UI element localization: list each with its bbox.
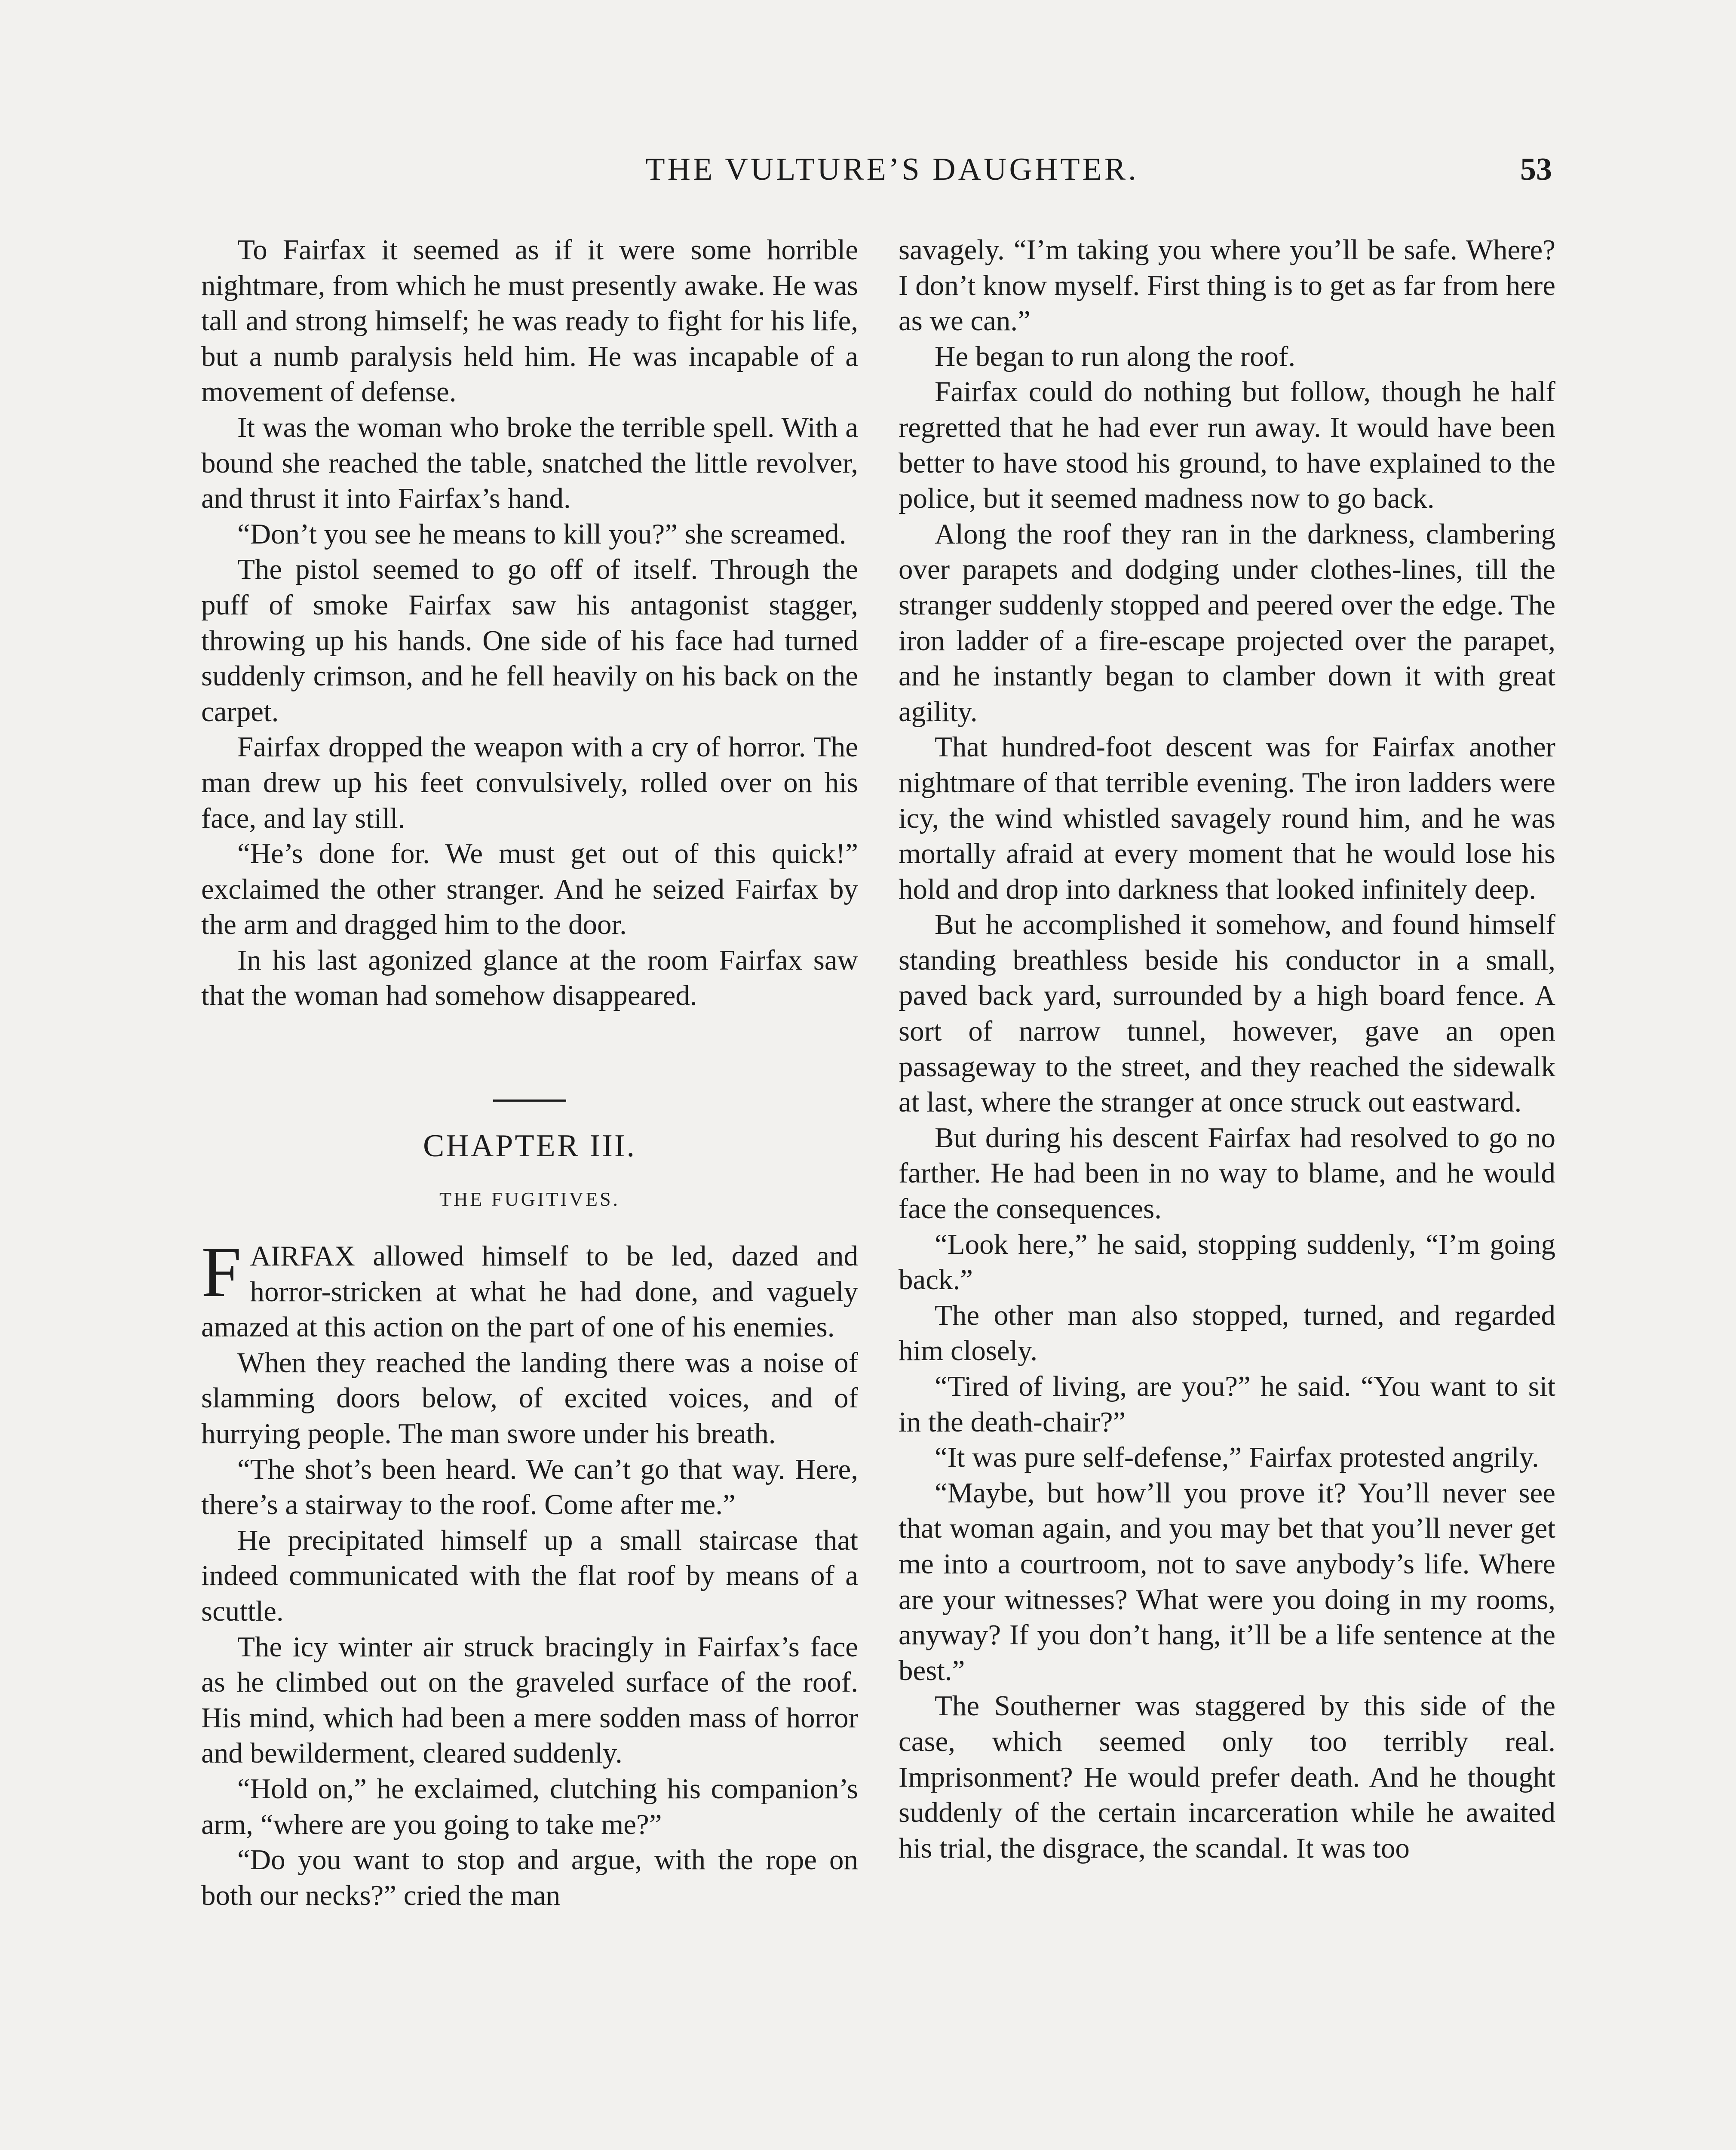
right-column — [899, 232, 1555, 1866]
paragraph: “Don’t you see he means to kill you?” she screamed. — [237, 518, 847, 550]
left-column — [201, 232, 858, 1913]
paragraph: “Maybe, but how’ll you prove it? You’ll never see that woman again, and you may bet that you’ll never get me into a courtroom, not to save anybody’s life. Where are your witnesses? What were you doing in my rooms, anyway? If you don’t hang, it’ll be a life sentence at the best.” — [899, 1477, 1555, 1686]
paragraph: In his last agonized glance at the room Fairfax saw that the woman had somehow disappeared. — [201, 944, 858, 1012]
paragraph: “Look here,” he said, stopping suddenly, “I’m going back.” — [899, 1228, 1555, 1296]
running-head-title: THE VULTURE’S DAUGHTER. — [645, 152, 1139, 187]
drop-cap: F — [201, 1232, 242, 1312]
paragraph: “The shot’s been heard. We can’t go that way. Here, there’s a stairway to the roof. Come after me.” — [201, 1453, 858, 1521]
paragraph: “Do you want to stop and argue, with the rope on both our necks?” cried the man — [201, 1844, 858, 1911]
paragraph: When they reached the landing there was a noise of slamming doors below, of excited voices, and of hurrying people. The man swore under his breath. — [201, 1346, 858, 1450]
paragraph: “Tired of living, are you?” he said. “You want to sit in the death-chair?” — [899, 1370, 1555, 1438]
paragraph: He began to run along the roof. — [935, 340, 1296, 372]
paragraph: “He’s done for. We must get out of this quick!” exclaimed the other stranger. And he seized Fairfax by the arm and dragged him to the door. — [201, 838, 858, 941]
paragraph-continuation: savagely. “I’m taking you where you’ll be safe. Where? I don’t know myself. First thing is to get as far from here as we can.” — [899, 234, 1555, 337]
paragraph: To Fairfax it seemed as if it were some horrible nightmare, from which he must presently awake. He was tall and strong himself; he was ready to fight for his life, but a numb paralysis held him. He was incapable of a movement of defense. — [201, 234, 858, 408]
page-number: 53 — [1520, 152, 1552, 187]
paragraph: But he accomplished it somehow, and found himself standing breathless beside his conductor in a small, paved back yard, surrounded by a high board fence. A sort of narrow tunnel, however, gave an open passageway to the street, and they reached the sidewalk at last, where the stranger at once struck out eastward. — [899, 909, 1555, 1118]
paragraph: The other man also stopped, turned, and regarded him closely. — [899, 1299, 1555, 1367]
opening-paragraph-text: AIRFAX allowed himself to be led, dazed and horror-stricken at what he had done, and vaguely amazed at this action on the part of one of his enemies. — [201, 1240, 858, 1343]
paragraph: It was the woman who broke the terrible spell. With a bound she reached the table, snatched the little revolver, and thrust it into Fairfax’s hand. — [201, 411, 858, 515]
paragraph: The pistol seemed to go off of itself. Through the puff of smoke Fairfax saw his antagonist stagger, throwing up his hands. One side of his face had turned suddenly crimson, and he fell heavily on his back on the carpet. — [201, 553, 858, 728]
chapter-opening-paragraph — [201, 1232, 858, 1345]
paragraph: “It was pure self-defense,” Fairfax protested angrily. — [935, 1441, 1539, 1474]
paragraph: Along the roof they ran in the darkness, clambering over parapets and dodging under clothes-lines, till the stranger suddenly stopped and peered over the edge. The iron ladder of a fire-escape projected over the parapet, and he instantly began to clamber down it with great agility. — [899, 518, 1555, 728]
paragraph: Fairfax could do nothing but follow, though he half regretted that he had ever run away. It would have been better to have stood his ground, to have explained to the police, but it seemed madness now to go back. — [899, 376, 1555, 515]
paragraph: “Hold on,” he exclaimed, clutching his companion’s arm, “where are you going to take me?” — [201, 1772, 858, 1840]
paragraph: The icy winter air struck bracingly in Fairfax’s face as he climbed out on the graveled surface of the roof. His mind, which had been a mere sodden mass of horror and bewilderment, cleared suddenly. — [201, 1631, 858, 1769]
paragraph: The Southerner was staggered by this side of the case, which seemed only too terribly real. Imprisonment? He would prefer death. And he thought suddenly of the certain incarceration while he awaited his trial, the disgrace, the scandal. It was too — [899, 1690, 1555, 1864]
paragraph: But during his descent Fairfax had resolved to go no farther. He had been in no way to blame, and he would face the consequences. — [899, 1121, 1555, 1225]
paragraph: Fairfax dropped the weapon with a cry of horror. The man drew up his feet convulsively, rolled over on his face, and lay still. — [201, 731, 858, 834]
paragraph: That hundred-foot descent was for Fairfax another nightmare of that terrible evening. The iron ladders were icy, the wind whistled savagely round him, and he was mortally afraid at every moment that he would lose his hold and drop into darkness that looked infinitely deep. — [899, 731, 1555, 905]
paragraph: He precipitated himself up a small staircase that indeed communicated with the flat roof by means of a scuttle. — [201, 1524, 858, 1627]
section-divider-rule — [493, 1100, 566, 1102]
chapter-title: CHAPTER III. — [423, 1128, 637, 1164]
chapter-subtitle: THE FUGITIVES. — [439, 1188, 620, 1210]
